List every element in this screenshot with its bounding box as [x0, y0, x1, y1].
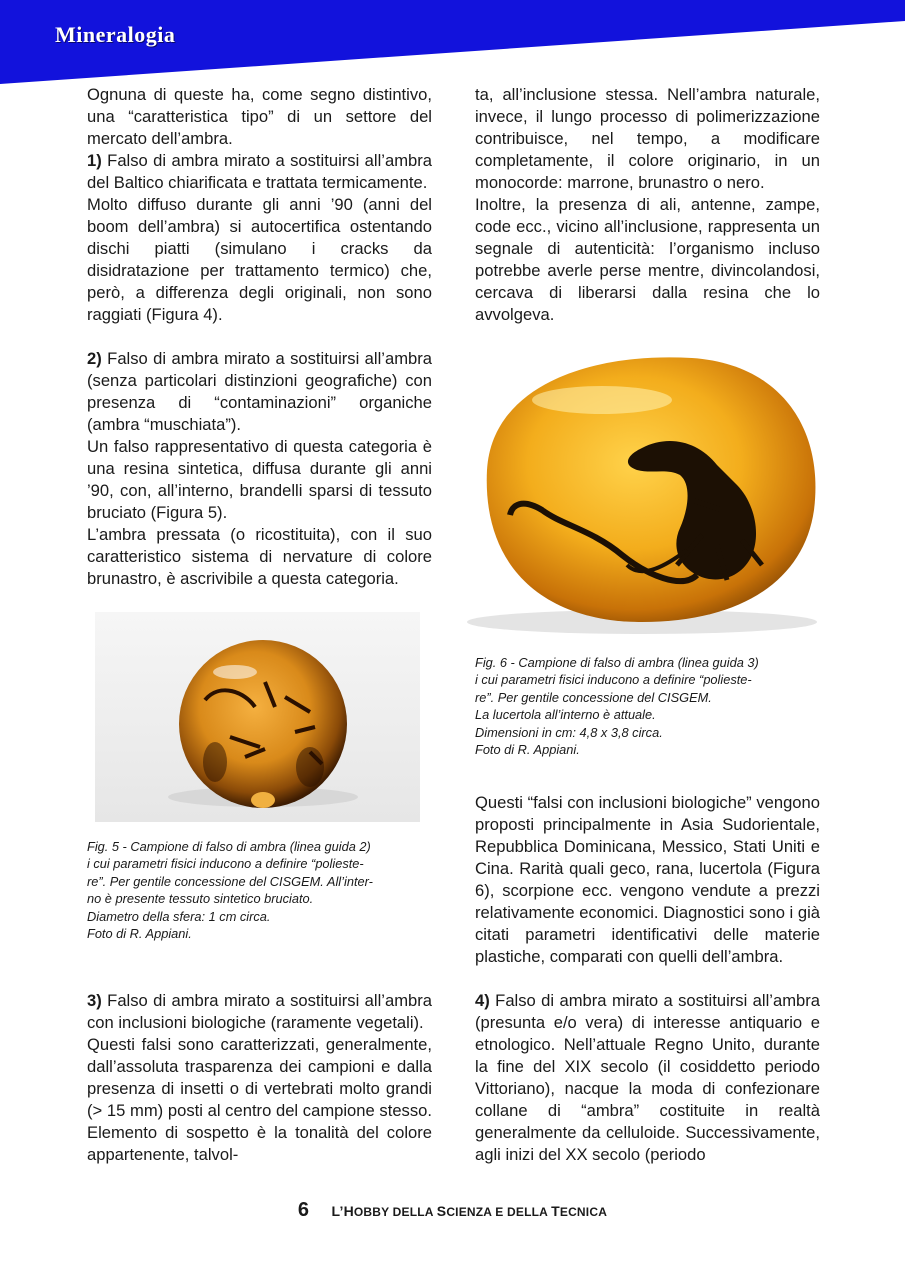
list-item-2: 2) Falso di ambra mirato a sostituirsi all’ambra (senza particolari distinzioni geografiche) con presenza di “contaminazioni” organiche (ambra “muschiata”). [87, 349, 432, 434]
page-number: 6 [297, 1199, 310, 1221]
figure-5-caption: Fig. 5 - Campione di falso di ambra (linea guida 2) i cui parametri fisici inducono a definire “polieste- re”. Per gentile concessione del CISGEM. All’inter- no è presente tessuto sintetico bruciato. Diametro della sfera: 1 cm circa. Foto di R. Appiani. [87, 839, 373, 942]
list-item-1: 1) Falso di ambra mirato a sostituirsi all’ambra del Baltico chiarificata e trattata termicamente. [87, 151, 432, 192]
paragraph: Inoltre, la presenza di ali, antenne, zampe, code ecc., vicino all’inclusione, rappresenta un segnale di autenticità: l’organismo incluso potrebbe averle perse mentre, divincolandosi, cercava di liberarsi dalla resina che lo avvolgeva. [475, 195, 820, 324]
left-column-bottom [87, 990, 432, 1166]
paragraph: Un falso rappresentativo di questa categoria è una resina sintetica, diffusa durante gli anni ’90, con, all’interno, brandelli sparsi di tessuto bruciato (Figura 5). [87, 437, 432, 522]
left-column-top [87, 84, 432, 590]
paragraph: Questi “falsi con inclusioni biologiche” vengono proposti principalmente in Asia Sudorientale, Repubblica Dominicana, Messico, Stati Uniti e Cina. Rarità quali geco, rana, lucertola (Figura 6), scorpione ecc. vengono vendute a prezzi relativamente economici. Diagnostici sono i già citati parametri identificativi delle materie plastiche, comparati con quelli dell’ambra. [475, 793, 820, 966]
page-footer [0, 1199, 905, 1222]
paragraph: L’ambra pressata (o ricostituita), con il suo caratteristico sistema di nervature di colore brunastro, è ascrivibile a questa categoria. [87, 525, 432, 588]
paragraph: Molto diffuso durante gli anni ’90 (anni del boom dell’ambra) si autocertifica ostentando dischi piatti (simulano i cracks da disidratazione per trattamento termico) che, però, a differenza degli originali, non sono raggiati (Figura 4). [87, 195, 432, 324]
journal-title: L’HOBBY DELLA SCIENZA E DELLA TECNICA [331, 1203, 608, 1219]
paragraph: Questi falsi sono caratterizzati, generalmente, dall’assoluta trasparenza dei campioni e dalla presenza di insetti o di vertebrati molto grandi (> 15 mm) posti al centro del campione stesso. Elemento di sospetto è la tonalità del colore appartenente, talvol- [87, 1035, 432, 1164]
figure-6-caption: Fig. 6 - Campione di falso di ambra (linea guida 3) i cui parametri fisici inducono a definire “polieste- re”. Per gentile concessione del CISGEM. La lucertola all’interno è attuale. Dimensioni in cm: 4,8 x 3,8 circa. Foto di R. Appiani. [475, 655, 759, 758]
list-item-3: 3) Falso di ambra mirato a sostituirsi all’ambra con inclusioni biologiche (raramente vegetali). [87, 991, 432, 1032]
paragraph: Ognuna di queste ha, come segno distintivo, una “caratteristica tipo” di un settore del mercato dell’ambra. [87, 85, 432, 148]
right-column-bottom [475, 792, 820, 1166]
paragraph: ta, all’inclusione stessa. Nell’ambra naturale, invece, il lungo processo di polimerizzazione contribuisce, nel tempo, a modificare completamente, il colore originario, in un monocorde: marrone, brunastro o nero. [475, 85, 820, 192]
section-title: Mineralogia [55, 22, 176, 47]
right-column-top [475, 84, 820, 326]
figure-6-photo [452, 340, 832, 640]
header-banner [0, 0, 905, 84]
figure-5-photo [95, 612, 420, 822]
list-item-4: 4) Falso di ambra mirato a sostituirsi all’ambra (presunta e/o vera) di interesse antiquario e etnologico. Nell’attuale Regno Unito, durante la fine del XIX secolo (il cosiddetto periodo Vittoriano), nacque la moda di confezionare collane di “ambra” costituite in realtà generalmente da celluloide. Successivamente, agli inizi del XX secolo (periodo [475, 991, 820, 1164]
